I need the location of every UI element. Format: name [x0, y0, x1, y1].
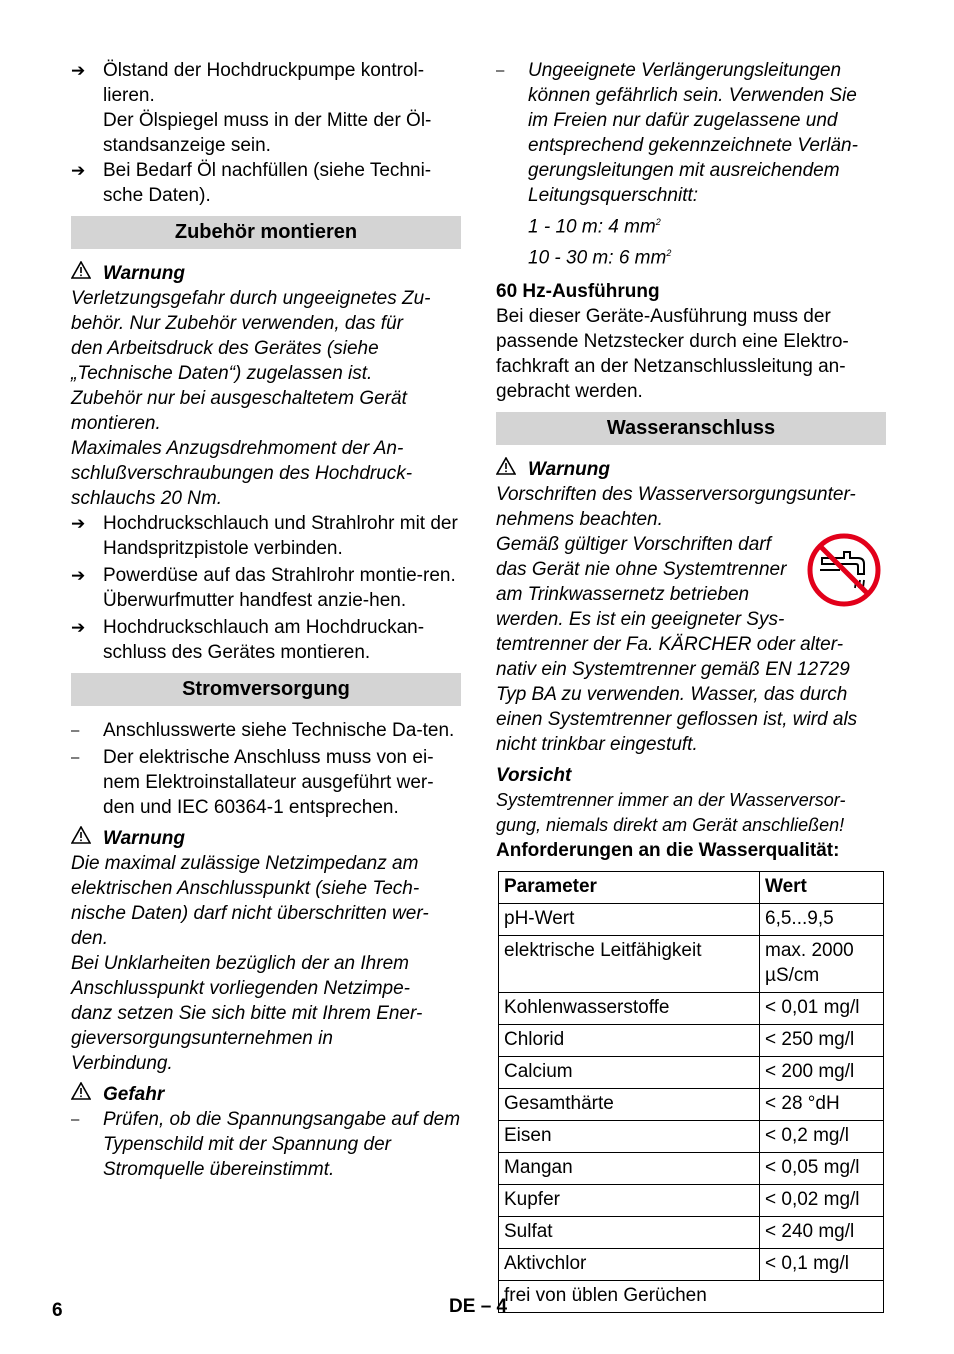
table-cell: Chlorid: [499, 1024, 760, 1056]
table-row: [499, 935, 884, 992]
list-item: [71, 1107, 461, 1182]
instruction-item: [71, 58, 461, 108]
table-row: [499, 903, 884, 935]
warning-text: gieversorgungsunternehmen in: [71, 1028, 333, 1049]
warning-label: Warnung: [103, 828, 185, 849]
table-cell: < 250 mg/l: [760, 1024, 884, 1056]
water-quality-table: [498, 871, 884, 1313]
cable-length-2: [528, 241, 858, 270]
warning-text: behör. Nur Zubehör verwenden, das für: [71, 313, 403, 334]
list-item: [71, 745, 461, 820]
table-cell: Sulfat: [499, 1216, 760, 1248]
warning-heading: [71, 261, 461, 286]
warning-text: temtrenner der Fa. KÄRCHER oder alter-: [496, 633, 844, 655]
table-cell: max. 2000 µS/cm: [760, 935, 884, 992]
warning-triangle-icon: [71, 1082, 103, 1107]
instruction-note: standsanzeige sein.: [103, 135, 271, 156]
warning-text: am Trinkwassernetz betrieben: [496, 583, 750, 605]
cable-length-text: 10 - 30 m: 6 mm: [528, 247, 667, 269]
warning-label: Warnung: [528, 458, 610, 480]
warning-text: Vorschriften des Wasserversorgungsunter-: [496, 483, 856, 505]
warning-text: Verletzungsgefahr durch ungeeignetes Zu-: [71, 288, 431, 309]
list-item-text: Der elektrische Anschluss muss von ei-nem Elektroinstallateur ausgeführt wer-den und IEC 60364-1 entsprechen.: [103, 747, 434, 818]
table-cell: < 0,1 mg/l: [760, 1248, 884, 1280]
warning-triangle-icon: [71, 826, 103, 851]
danger-label: Gefahr: [103, 1084, 165, 1105]
right-column: [496, 58, 886, 1313]
hz-text: passende Netzstecker durch eine Elektro-: [496, 330, 849, 352]
note-line: im Freien nur dafür zugelassene und: [528, 110, 838, 131]
arrow-right-icon: ➔: [71, 61, 86, 80]
note-line: können gefährlich sein. Verwenden Sie: [528, 85, 857, 106]
warning-text: nicht trinkbar eingestuft.: [496, 733, 698, 755]
warning-text: Zubehör nur bei ausgeschaltetem Gerät: [71, 388, 407, 409]
left-column: [71, 58, 461, 1182]
table-header: Parameter: [499, 871, 760, 903]
note-line: Ungeeignete Verlängerungsleitungen: [528, 60, 842, 81]
no-drinking-water-icon: [806, 532, 882, 613]
warning-text: Bei Unklarheiten bezüglich der an Ihrem: [71, 953, 409, 974]
warning-text: nativ ein Systemtrenner gemäß EN 12729: [496, 658, 850, 680]
warning-heading: [71, 826, 461, 851]
arrow-right-icon: ➔: [71, 514, 86, 533]
table-cell: < 0,05 mg/l: [760, 1152, 884, 1184]
quality-heading: Anforderungen an die Wasserqualität:: [496, 839, 840, 861]
warning-text: einen Systemtrenner geflossen ist, wird als: [496, 708, 858, 730]
hz-heading: 60 Hz-Ausführung: [496, 280, 660, 302]
instruction-text: Hochdruckschlauch und Strahlrohr mit der Handspritzpistole verbinden.: [103, 513, 458, 559]
warning-text: Typ BA zu verwenden. Wasser, das durch: [496, 683, 848, 705]
list-item-text: Anschlusswerte siehe Technische Da-ten.: [103, 720, 455, 741]
danger-heading: [71, 1082, 461, 1107]
section-heading-wasser: Wasseranschluss: [496, 412, 886, 445]
table-row: [499, 1024, 884, 1056]
table-cell: < 200 mg/l: [760, 1056, 884, 1088]
table-row: [499, 1248, 884, 1280]
table-footer-cell: frei von üblen Gerüchen: [499, 1280, 884, 1312]
table-cell: Eisen: [499, 1120, 760, 1152]
warning-text: Die maximal zulässige Netzimpedanz am: [71, 853, 419, 874]
warning-text: schlußverschraubungen des Hochdruck-: [71, 463, 413, 484]
instruction-text: Powerdüse auf das Strahlrohr montie-ren. Überwurfmutter handfest anzie-hen.: [103, 565, 456, 611]
table-cell: 6,5...9,5: [760, 903, 884, 935]
warning-text: das Gerät nie ohne Systemtrenner: [496, 558, 787, 580]
hz-text: gebracht werden.: [496, 380, 643, 402]
warning-text: Maximales Anzugsdrehmoment der An-: [71, 438, 404, 459]
warning-text: nische Daten) darf nicht überschritten wer-: [71, 903, 429, 924]
note-line: gerungsleitungen mit ausreichendem: [528, 160, 840, 181]
table-cell: elektrische Leitfähigkeit: [499, 935, 760, 992]
page-number: 6: [52, 1300, 63, 1321]
table-cell: Kupfer: [499, 1184, 760, 1216]
cable-length-text: 1 - 10 m: 4 mm: [528, 216, 656, 238]
table-cell: Mangan: [499, 1152, 760, 1184]
dash-bullet: –: [71, 749, 80, 766]
table-row: [499, 992, 884, 1024]
table-cell: < 0,02 mg/l: [760, 1184, 884, 1216]
table-row: [499, 1152, 884, 1184]
warning-triangle-icon: [71, 261, 103, 286]
warning-heading: [496, 457, 886, 482]
superscript: 2: [666, 248, 672, 259]
table-cell: Calcium: [499, 1056, 760, 1088]
superscript: 2: [655, 217, 661, 227]
instruction-item: [71, 563, 461, 613]
table-header-row: [499, 871, 884, 903]
instruction-text: Bei Bedarf Öl nachfüllen (siehe Techni-sche Daten).: [103, 160, 432, 206]
table-cell: Kohlenwasserstoffe: [499, 992, 760, 1024]
table-row: [499, 1056, 884, 1088]
section-number: – 4: [480, 1296, 508, 1317]
footer-language: [449, 1296, 507, 1318]
warning-text: schlauchs 20 Nm.: [71, 488, 223, 509]
warning-text: Anschlusspunkt vorliegenden Netzimpe-: [71, 978, 411, 999]
warning-text: „Technische Daten“) zugelassen ist.: [71, 363, 373, 384]
extension-cable-note: [528, 58, 858, 271]
warning-text: elektrischen Anschlusspunkt (siehe Tech-: [71, 878, 420, 899]
instruction-text: Ölstand der Hochdruckpumpe kontrol-lieren.: [103, 60, 425, 106]
warning-text: den.: [71, 928, 108, 949]
language-code: DE: [449, 1296, 476, 1317]
arrow-right-icon: ➔: [71, 566, 86, 585]
warning-text: werden. Es ist ein geeigneter Sys-: [496, 608, 785, 630]
caution-text: Systemtrenner immer an der Wasserversor-: [496, 789, 846, 810]
danger-text: Prüfen, ob die Spannungsangabe auf dem Typenschild mit der Spannung der Stromquelle übereinstimmt.: [103, 1109, 461, 1180]
dash-bullet: –: [496, 62, 505, 79]
note-line: entsprechend gekennzeichnete Verlän-: [528, 135, 858, 156]
dash-bullet: –: [71, 722, 80, 739]
arrow-right-icon: ➔: [71, 161, 86, 180]
warning-text: den Arbeitsdruck des Gerätes (siehe: [71, 338, 379, 359]
table-row: [499, 1216, 884, 1248]
instruction-text: Hochdruckschlauch am Hochdruckan-schluss des Gerätes montieren.: [103, 617, 425, 663]
table-cell: Aktivchlor: [499, 1248, 760, 1280]
table-footer-row: [499, 1280, 884, 1312]
warning-text: Gemäß gültiger Vorschriften darf: [496, 533, 771, 555]
cable-length-1: [528, 210, 858, 239]
dash-bullet: –: [71, 1111, 80, 1128]
instruction-item: [71, 615, 461, 665]
warning-text: nehmens beachten.: [496, 508, 663, 530]
arrow-right-icon: ➔: [71, 618, 86, 637]
table-cell: < 0,01 mg/l: [760, 992, 884, 1024]
instruction-item: [71, 511, 461, 561]
table-cell: pH-Wert: [499, 903, 760, 935]
section-heading-strom: Stromversorgung: [71, 673, 461, 706]
table-row: [499, 1184, 884, 1216]
warning-text: montieren.: [71, 413, 161, 434]
table-cell: < 28 °dH: [760, 1088, 884, 1120]
instruction-note: Der Ölspiegel muss in der Mitte der Öl-: [103, 110, 432, 131]
hz-text: fachkraft an der Netzanschlussleitung an-: [496, 355, 846, 377]
hz-text: Bei dieser Geräte-Ausführung muss der: [496, 305, 831, 327]
table-row: [499, 1088, 884, 1120]
instruction-item: [71, 158, 461, 208]
warning-text: danz setzen Sie sich bitte mit Ihrem Ener-: [71, 1003, 423, 1024]
warning-triangle-icon: [496, 457, 528, 482]
warning-text: Verbindung.: [71, 1053, 173, 1074]
warning-label: Warnung: [103, 263, 185, 284]
caution-heading: Vorsicht: [496, 764, 572, 786]
section-heading-zubehoer: Zubehör montieren: [71, 216, 461, 249]
list-item: [496, 58, 886, 271]
table-row: [499, 1120, 884, 1152]
list-item: [71, 718, 461, 743]
table-header: Wert: [760, 871, 884, 903]
note-line: Leitungsquerschnitt:: [528, 185, 699, 206]
table-cell: < 0,2 mg/l: [760, 1120, 884, 1152]
table-cell: Gesamthärte: [499, 1088, 760, 1120]
table-cell: < 240 mg/l: [760, 1216, 884, 1248]
caution-text: gung, niemals direkt am Gerät anschließen!: [496, 814, 845, 835]
